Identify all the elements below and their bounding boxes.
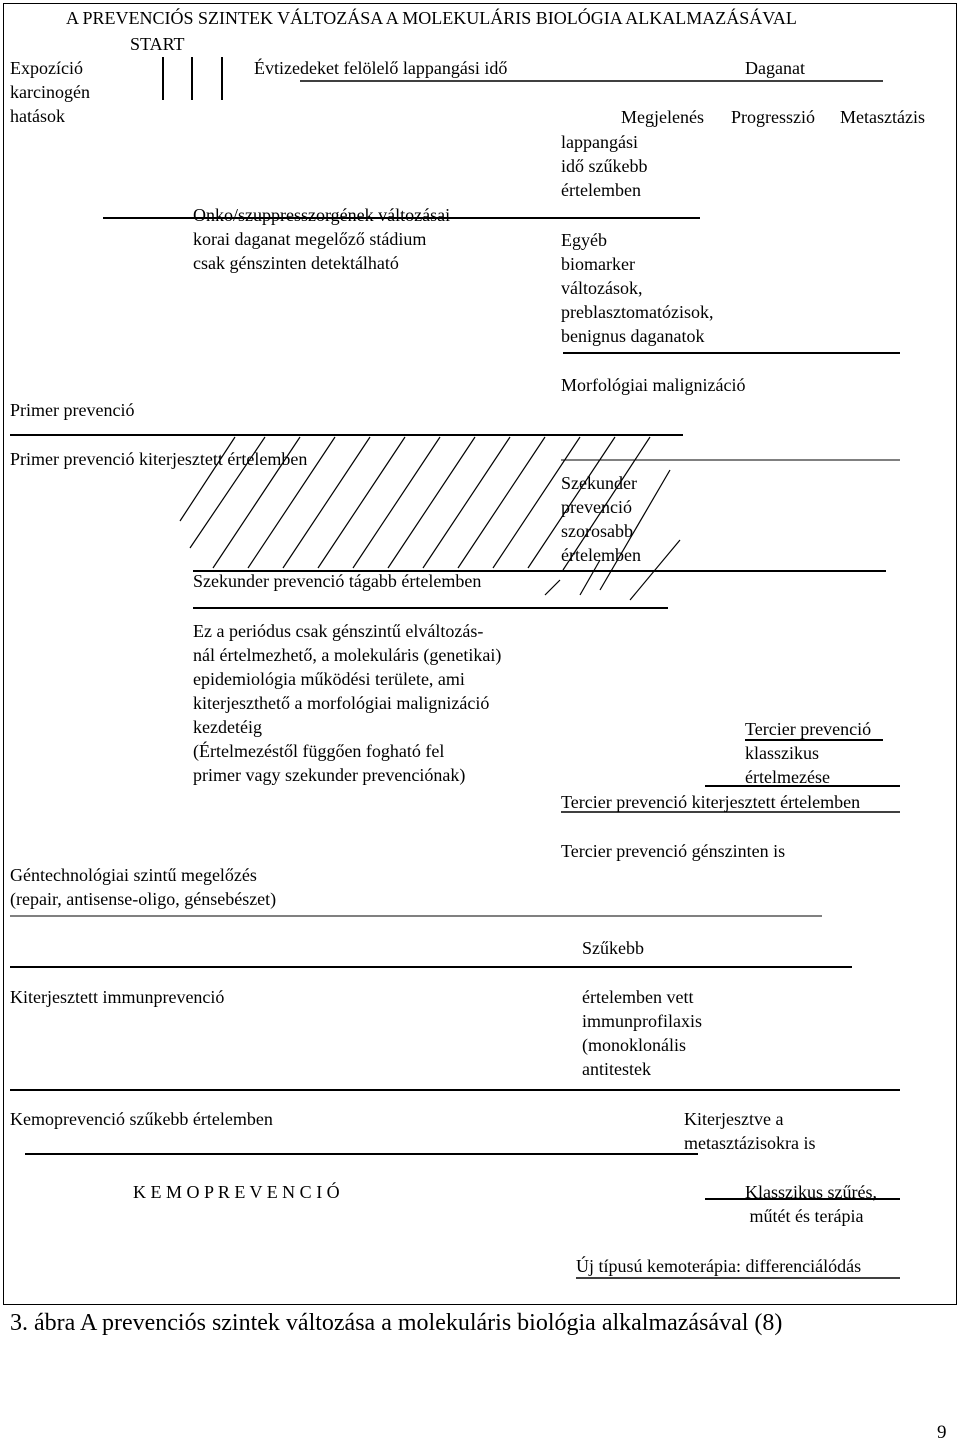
narrow-word-label: Szűkebb: [582, 938, 644, 958]
gene-tech-label: Géntechnológiai szintű megelőzés (repair, antisense-oligo, génsebészet): [10, 865, 277, 909]
hatch-line-5: [318, 437, 405, 568]
primary-ext-label: Primer prevenció kiterjesztett értelemben: [10, 449, 308, 469]
hatch-line-8: [423, 437, 510, 568]
tumor-label: Daganat: [745, 58, 805, 78]
immuno-narrow-label: értelemben vett immunprofilaxis (monoklonális antitestek: [582, 987, 702, 1079]
hatch-line-9: [458, 437, 545, 568]
secondary-broad-label: Szekunder prevenció tágabb értelemben: [193, 571, 482, 591]
progression-label: Progresszió: [731, 107, 815, 127]
latency-label: Évtizedeket felölelő lappangási idő: [254, 58, 508, 78]
biomarker-label: Egyéb biomarker változások, preblasztomatózisok, benignus daganatok: [561, 230, 714, 346]
new-chemo-label: Új típusú kemoterápia: differenciálódás: [576, 1256, 862, 1276]
primary-prevention-label: Primer prevenció: [10, 400, 135, 420]
hatch-line-15: [545, 580, 560, 595]
tertiary-classic-label: Tercier prevenció klasszikus értelmezése: [745, 719, 872, 787]
appearance-label: Megjelenés: [621, 107, 704, 127]
hatch-line-7: [388, 437, 475, 568]
tertiary-ext-label: Tercier prevenció kiterjesztett értelemben: [561, 792, 861, 812]
figure-caption: 3. ábra A prevenciós szintek változása a molekuláris biológia alkalmazásával (8): [10, 1310, 783, 1336]
hatch-line-6: [353, 437, 440, 568]
exposure-label: Expozíció karcinogén hatások: [10, 58, 90, 126]
morph-malignization-label: Morfológiai malignizáció: [561, 375, 746, 395]
period-note: Ez a periódus csak génszintű elváltozás- nál értelmezhető, a molekuláris (genetikai) epidemiológia működési területe, ami kiterjeszthető a morfológiai malignizáció kezdetéig (Értelmezéstől függően fogható fel primer vagy szekunder prevenciónak): [193, 621, 502, 785]
page-number: 9: [937, 1422, 947, 1443]
immuno-ext-label: Kiterjesztett immunprevenció: [10, 987, 225, 1007]
chemo-narrow-label: Kemoprevenció szűkebb értelemben: [10, 1109, 273, 1129]
secondary-narrow-label: Szekunder prevenció szorosabb értelemben: [561, 473, 641, 565]
tertiary-gene-label: Tercier prevenció génszinten is: [561, 841, 786, 861]
latency-narrow-label: lappangási idő szűkebb értelemben: [561, 132, 648, 200]
onco-label: Onko/szuppresszorgének változásai korai daganat megelőző stádium csak génszinten detektálható: [193, 205, 451, 273]
figure-title: A PREVENCIÓS SZINTEK VÁLTOZÁSA A MOLEKULÁRIS BIOLÓGIA ALKALMAZÁSÁVAL: [66, 8, 797, 28]
start-label: START: [130, 34, 185, 54]
metastasis-label: Metasztázis: [840, 107, 925, 127]
chemoprevention-label: K E M O P R E V E N C I Ó: [133, 1182, 340, 1202]
classic-screening-label: Klasszikus szűrés, műtét és terápia: [745, 1182, 877, 1226]
chemo-ext-label: Kiterjesztve a metasztázisokra is: [684, 1109, 816, 1153]
